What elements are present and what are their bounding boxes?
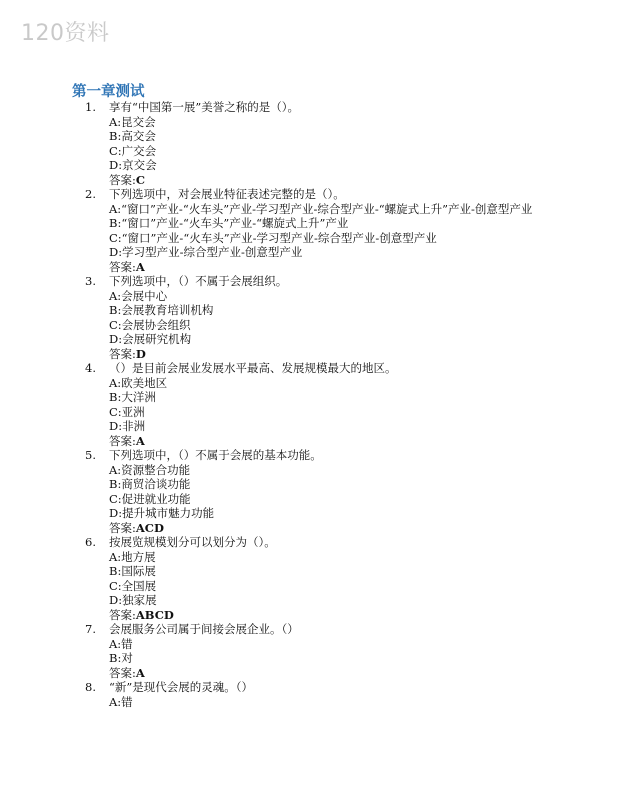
answer-label: 答案: — [109, 259, 136, 274]
answer — [109, 666, 582, 681]
option-b: B:会展教育培训机构 — [109, 303, 214, 317]
answer-value: A — [135, 433, 145, 448]
answer-value: ABCD — [135, 607, 174, 622]
option-d: D:独家展 — [109, 593, 157, 607]
question-number: 3. — [85, 274, 96, 288]
question-number: 5. — [85, 448, 96, 462]
option-c: C:全国展 — [109, 578, 157, 593]
answer — [109, 608, 582, 623]
option-c: C:亚洲 — [109, 404, 145, 419]
question-text: 享有“中国第一展”美誉之称的是（）。 — [109, 100, 300, 114]
option-a: A:错 — [109, 694, 133, 709]
question-number: 2. — [85, 187, 96, 201]
question-item — [82, 361, 582, 448]
question-text: “新”是现代会展的灵魂。（） — [109, 680, 254, 694]
answer — [109, 260, 582, 275]
option-b: B:国际展 — [109, 564, 156, 578]
option-a: A:会展中心 — [109, 288, 168, 303]
option-c: C:广交会 — [109, 143, 157, 158]
answer-label: 答案: — [109, 520, 136, 535]
answer-label: 答案: — [109, 172, 136, 187]
option-c: C:促进就业功能 — [109, 491, 191, 506]
question-number: 6. — [85, 535, 96, 549]
answer-value: D — [135, 346, 146, 361]
option-d: D:非洲 — [109, 419, 146, 433]
option-b: B:商贸洽谈功能 — [109, 477, 191, 491]
answer — [109, 521, 582, 536]
answer — [109, 347, 582, 362]
answer-label: 答案: — [109, 607, 136, 622]
answer-value: A — [135, 259, 145, 274]
option-d: D:会展研究机构 — [109, 332, 192, 346]
question-item — [82, 680, 582, 709]
answer-value: ACD — [135, 520, 164, 535]
option-a: A:昆交会 — [109, 114, 156, 129]
answer-value: C — [135, 172, 146, 187]
option-a: A:资源整合功能 — [109, 462, 191, 477]
question-item — [82, 535, 582, 622]
question-number: 8. — [85, 680, 96, 694]
question-item — [82, 187, 582, 274]
answer-value: A — [135, 665, 145, 680]
question-text: 下列选项中，（）不属于会展的基本功能。 — [109, 448, 322, 462]
option-a: A:欧美地区 — [109, 375, 168, 390]
question-text: 下列选项中，（）不属于会展组织。 — [109, 274, 288, 288]
option-b: B:高交会 — [109, 129, 156, 143]
question-text: 会展服务公司属于间接会展企业。（） — [109, 622, 299, 636]
answer-label: 答案: — [109, 665, 136, 680]
answer — [109, 434, 582, 449]
question-text: （）是目前会展业发展水平最高、发展规模最大的地区。 — [109, 361, 397, 375]
option-d: D:京交会 — [109, 158, 157, 172]
watermark: 120资料 — [21, 21, 110, 46]
option-c: C:会展协会组织 — [109, 317, 191, 332]
question-item — [82, 100, 582, 187]
question-list — [82, 100, 582, 709]
option-d: D:学习型产业-综合型产业-创意型产业 — [109, 245, 303, 259]
option-d: D:提升城市魅力功能 — [109, 506, 215, 520]
option-b: B:“窗口”产业-“火车头”产业-“螺旋式上升”产业 — [109, 216, 349, 230]
chapter-title: 第一章测试 — [72, 84, 145, 100]
answer-label: 答案: — [109, 346, 136, 361]
question-text: 按展览规模划分可以划分为（）。 — [109, 535, 276, 549]
question-number: 1. — [85, 100, 96, 114]
option-c: C:“窗口”产业-“火车头”产业-学习型产业-综合型产业-创意型产业 — [109, 230, 437, 245]
option-a: A:“窗口”产业-“火车头”产业-学习型产业-综合型产业-“螺旋式上升”产业-创意型产业 — [109, 201, 533, 216]
option-a: A:错 — [109, 636, 133, 651]
question-number: 4. — [85, 361, 96, 375]
question-item — [82, 448, 582, 535]
answer — [109, 173, 582, 188]
question-text: 下列选项中，对会展业特征表述完整的是（）。 — [109, 187, 345, 201]
option-b: B:对 — [109, 651, 133, 665]
option-b: B:大洋洲 — [109, 390, 156, 404]
option-a: A:地方展 — [109, 549, 156, 564]
question-item — [82, 274, 582, 361]
answer-label: 答案: — [109, 433, 136, 448]
question-item — [82, 622, 582, 680]
question-number: 7. — [85, 622, 96, 636]
